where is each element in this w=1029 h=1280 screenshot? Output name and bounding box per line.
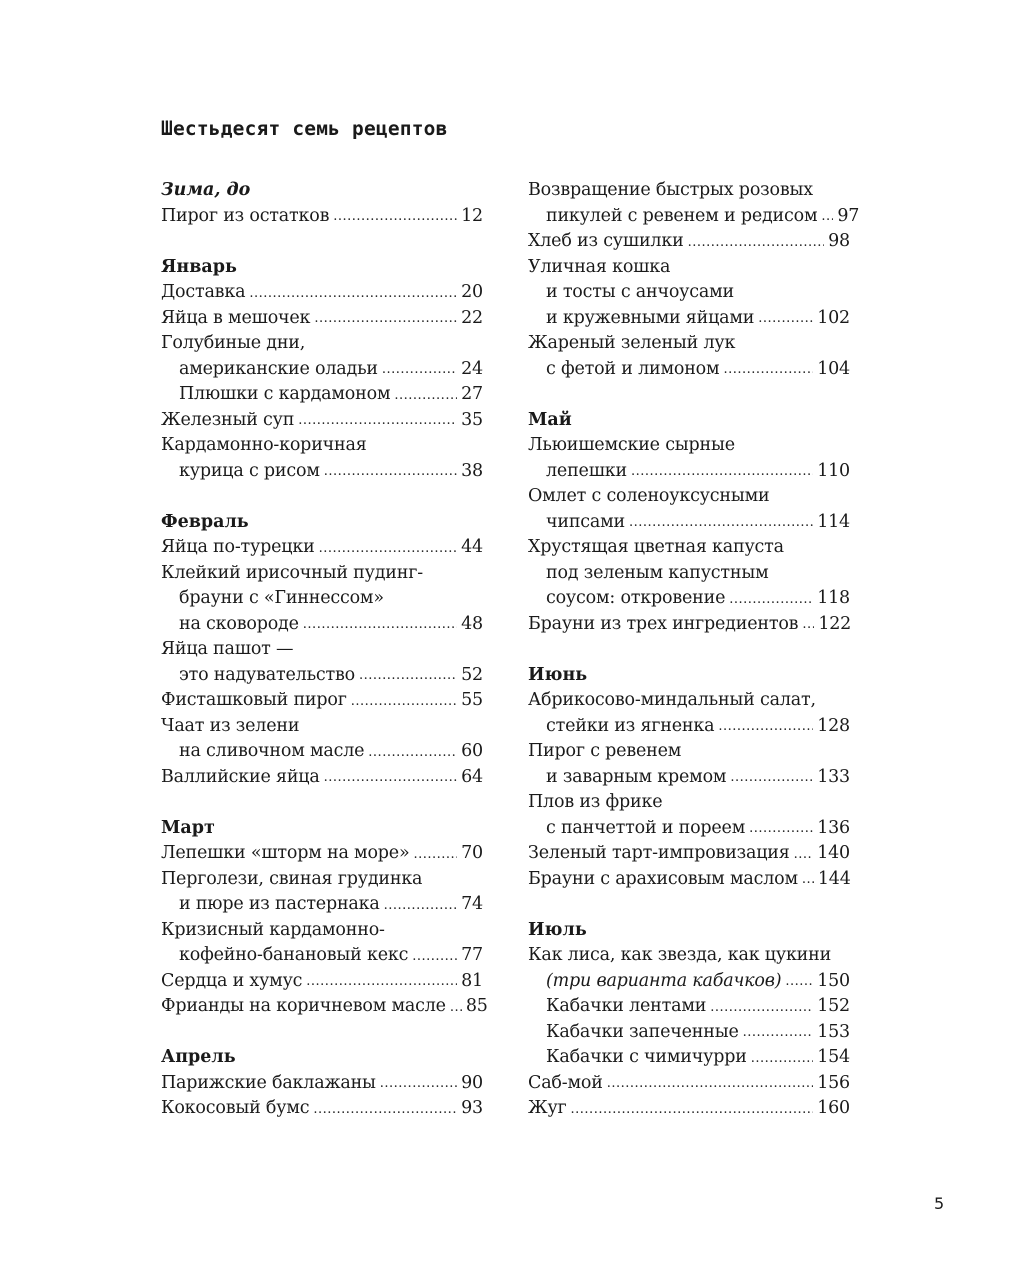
toc-entry-line[interactable]: и тосты с анчоусами xyxy=(546,282,734,302)
toc-entry[interactable]: Пирог из остатков ..... 12 xyxy=(161,204,483,230)
toc-column-left xyxy=(161,178,488,1122)
section-heading: Март xyxy=(161,817,215,838)
section-heading: Июль xyxy=(528,919,587,940)
toc-entry-line[interactable]: Яйца пашот — xyxy=(161,639,294,659)
toc-entry[interactable]: Брауни с арахисовым маслом ..... 144 xyxy=(528,867,850,893)
toc-entry[interactable]: Зеленый тарт-импровизация ..... 140 xyxy=(528,841,850,867)
toc-entry[interactable]: Жуг ..... 160 xyxy=(528,1096,850,1122)
toc-entry[interactable]: Яйца в мешочек ..... 22 xyxy=(161,306,483,332)
toc-entry-line[interactable]: Льюишемские сырные xyxy=(528,435,735,455)
toc-entry[interactable]: чипсами ..... 114 xyxy=(528,510,850,536)
toc-entry[interactable]: и заварным кремом ..... 133 xyxy=(528,765,850,791)
toc-entry-line[interactable]: Клейкий ирисочный пудинг- xyxy=(161,562,423,583)
toc-entry-line[interactable]: Кардамонно-коричная xyxy=(161,435,367,455)
toc-entry[interactable]: Сердца и хумус ..... 81 xyxy=(161,969,483,995)
toc-entry-line[interactable]: Чаат из зелени xyxy=(161,715,300,736)
section-heading: Февраль xyxy=(161,511,249,532)
toc-entry[interactable]: соусом: откровение ..... 118 xyxy=(528,586,850,612)
section-heading: Май xyxy=(528,409,572,430)
toc-entry[interactable]: Кабачки запеченные ..... 153 xyxy=(528,1020,850,1046)
toc-entry[interactable]: и кружевными яйцами ..... 102 xyxy=(528,306,850,332)
toc-entry[interactable]: это надувательство ..... 52 xyxy=(161,663,483,689)
toc-entry-line[interactable]: Уличная кошка xyxy=(528,256,671,277)
toc-entry-line[interactable]: Абрикосово-миндальный салат, xyxy=(528,690,816,710)
toc-entry-line[interactable]: Как лиса, как звезда, как цукини xyxy=(528,945,832,965)
toc-entry-line[interactable]: под зеленым капустным xyxy=(546,562,769,583)
toc-entry[interactable]: Парижские баклажаны ..... 90 xyxy=(161,1071,483,1097)
toc-entry-line[interactable]: брауни с «Гиннессом» xyxy=(179,588,384,608)
toc-entry[interactable]: с панчеттой и пореем ..... 136 xyxy=(528,816,850,842)
section-heading: Июнь xyxy=(528,664,588,685)
toc-entry-line[interactable]: Голубиные дни, xyxy=(161,333,306,353)
toc-entry[interactable]: Фрианды на коричневом масле ..... 85 xyxy=(161,994,483,1020)
toc-entry[interactable]: Кабачки с чимичурри ..... 154 xyxy=(528,1045,850,1071)
page-number: 5 xyxy=(934,1194,945,1213)
toc-entry[interactable]: Валлийские яйца ..... 64 xyxy=(161,765,483,791)
toc-entry-line[interactable]: Кризисный кардамонно- xyxy=(161,919,385,940)
toc-entry-line[interactable]: Омлет с соленоуксусными xyxy=(528,486,770,506)
toc-entry-line[interactable]: Возвращение быстрых розовых xyxy=(528,180,813,200)
toc-entry-line[interactable]: Плов из фрике xyxy=(528,792,663,812)
toc-entry[interactable]: на сковороде ..... 48 xyxy=(161,612,483,638)
toc-entry[interactable]: курица с рисом ..... 38 xyxy=(161,459,483,485)
toc-entry[interactable]: и пюре из пастернака ..... 74 xyxy=(161,892,483,918)
toc-entry[interactable]: Саб-мой ..... 156 xyxy=(528,1071,850,1097)
toc-entry[interactable]: Доставка ..... 20 xyxy=(161,280,483,306)
toc-column-right xyxy=(528,178,860,1122)
toc-entry[interactable]: на сливочном масле ..... 60 xyxy=(161,739,483,765)
section-heading: Январь xyxy=(161,256,237,277)
toc-entry-line[interactable]: Хрустящая цветная капуста xyxy=(528,537,784,557)
toc-entry[interactable]: лепешки ..... 110 xyxy=(528,459,850,485)
toc-entry[interactable]: с фетой и лимоном ..... 104 xyxy=(528,357,850,383)
toc-entry-line[interactable]: Перголези, свиная грудинка xyxy=(161,868,423,889)
toc-entry[interactable]: Лепешки «шторм на море» ..... 70 xyxy=(161,841,483,867)
toc-entry[interactable]: пикулей с ревенем и редисом ..... 97 xyxy=(528,204,850,230)
toc-entry[interactable]: стейки из ягненка ..... 128 xyxy=(528,714,850,740)
toc-entry[interactable]: Кокосовый бумс ..... 93 xyxy=(161,1096,483,1122)
section-heading: Апрель xyxy=(161,1047,236,1067)
toc-entry[interactable]: Яйца по-турецки ..... 44 xyxy=(161,535,483,561)
toc-entry[interactable]: Плюшки с кардамоном ..... 27 xyxy=(161,382,483,408)
toc-entry[interactable]: американские оладьи ..... 24 xyxy=(161,357,483,383)
toc-entry[interactable]: Хлеб из сушилки ..... 98 xyxy=(528,229,850,255)
page-title: Шестьдесят семь рецептов xyxy=(161,117,448,140)
toc-entry[interactable]: (три варианта кабачков) ..... 150 xyxy=(528,969,850,995)
toc-entry[interactable]: Брауни из трех ингредиентов ..... 122 xyxy=(528,612,850,638)
toc-entry[interactable]: Фисташковый пирог ..... 55 xyxy=(161,688,483,714)
section-heading: Зима, до xyxy=(161,180,251,200)
toc-entry[interactable]: кофейно-банановый кекс ..... 77 xyxy=(161,943,483,969)
toc-entry-line[interactable]: Жареный зеленый лук xyxy=(528,333,736,353)
toc-entry[interactable]: Кабачки лентами ..... 152 xyxy=(528,994,850,1020)
toc-entry-line[interactable]: Пирог с ревенем xyxy=(528,741,682,761)
toc-entry[interactable]: Железный суп ..... 35 xyxy=(161,408,483,434)
